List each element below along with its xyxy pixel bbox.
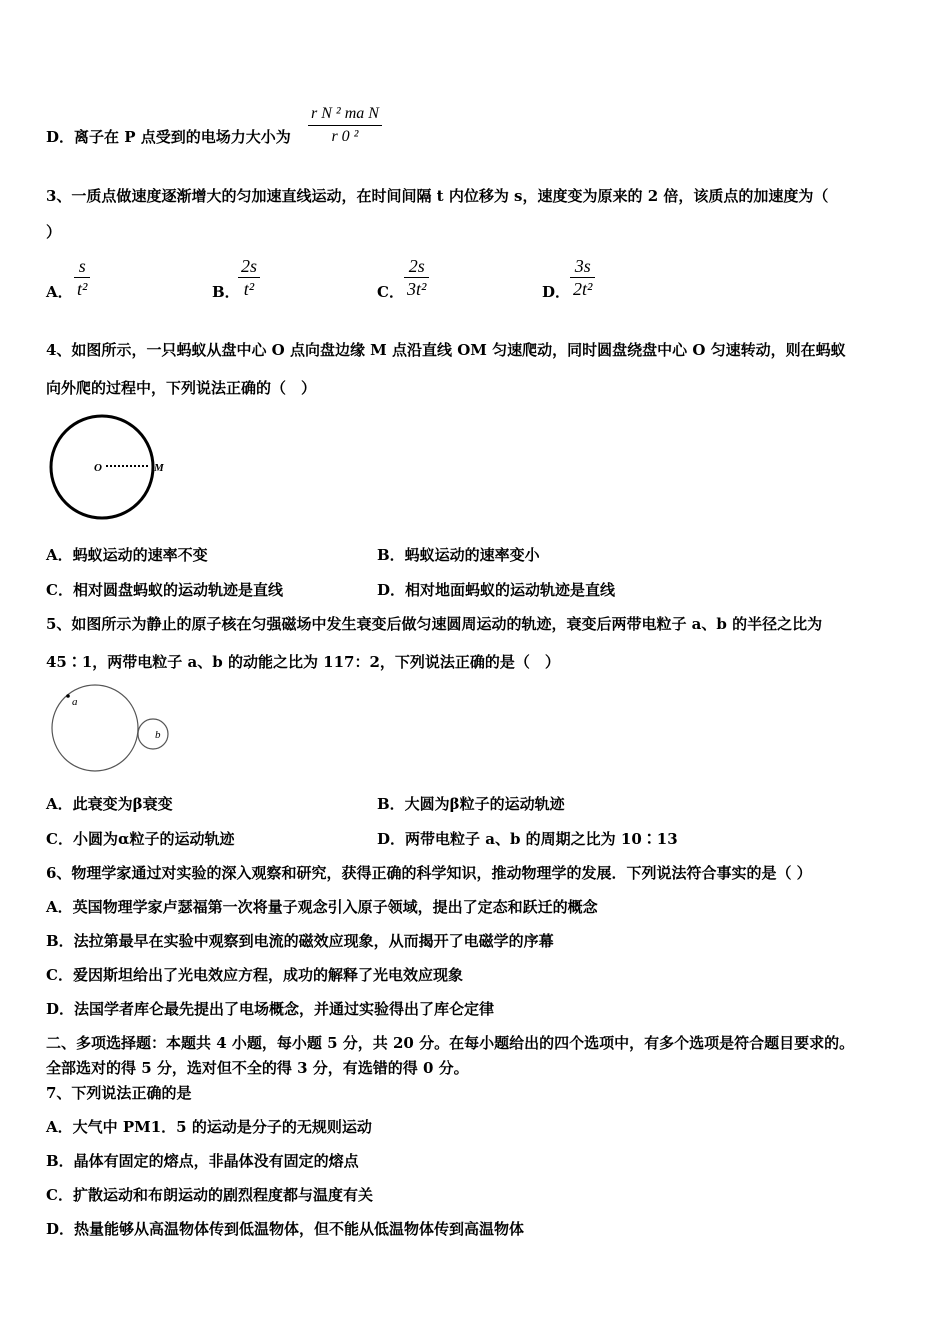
- fraction-numerator: 2s: [241, 256, 258, 276]
- large-orbit-circle: [52, 685, 138, 771]
- q5-orbit-figure: [46, 680, 176, 780]
- q2-option-d: D．离子在 P 点受到的电场力大小为: [46, 128, 291, 146]
- fraction-denominator: t²: [243, 279, 255, 299]
- fraction-numerator: r N ² ma N: [311, 105, 379, 122]
- q4-option-a: A．蚂蚁运动的速率不变: [46, 546, 208, 564]
- q3-option-d-fraction: [570, 255, 595, 300]
- q6-option-c: C．爱因斯坦给出了光电效应方程，成功的解释了光电效应现象: [46, 966, 463, 984]
- q5-option-b: B．大圆为β粒子的运动轨迹: [377, 795, 565, 813]
- q4-option-d: D．相对地面蚂蚁的运动轨迹是直线: [377, 581, 616, 599]
- q2-option-d-fraction: [308, 103, 382, 148]
- q3-stem-line1: 3、一质点做速度逐渐增大的匀加速直线运动，在时间间隔 t 内位移为 s，速度变为原来的 2 倍，该质点的加速度为（: [46, 187, 829, 205]
- q4-option-b: B．蚂蚁运动的速率变小: [377, 546, 540, 564]
- q3-option-b-fraction: [238, 255, 260, 300]
- fraction-denominator: r 0 ²: [331, 128, 359, 145]
- q3-option-c-label: C．: [377, 283, 404, 301]
- point-m-label: M: [154, 462, 164, 474]
- particle-a-label: a: [72, 696, 78, 708]
- q6-option-b: B．法拉第最早在实验中观察到电流的磁效应现象，从而揭开了电磁学的序幕: [46, 932, 554, 950]
- q6-stem: 6、物理学家通过对实验的深入观察和研究，获得正确的科学知识，推动物理学的发展．下列说法符合事实的是（ ）: [46, 864, 812, 882]
- q3-stem-line2: ）: [46, 223, 62, 241]
- q6-option-d: D．法国学者库仑最先提出了电场概念，并通过实验得出了库仑定律: [46, 1000, 495, 1018]
- q3-option-a-fraction: [74, 255, 90, 300]
- q5-option-d: D．两带电粒子 a、b 的周期之比为 10∶13: [377, 830, 678, 848]
- q5-stem-line2: 45∶1，两带电粒子 a、b 的动能之比为 117：2，下列说法正确的是（ ）: [46, 653, 560, 671]
- q3-option-d-label: D．: [542, 283, 571, 301]
- q7-option-d: D．热量能够从高温物体传到低温物体，但不能从低温物体传到高温物体: [46, 1220, 525, 1238]
- point-o-label: O: [94, 462, 102, 474]
- q4-disc-figure: [46, 412, 166, 522]
- fraction-denominator: 3t²: [407, 279, 427, 299]
- q4-option-c: C．相对圆盘蚂蚁的运动轨迹是直线: [46, 581, 283, 599]
- q4-stem-line2: 向外爬的过程中，下列说法正确的（ ）: [46, 379, 317, 397]
- q4-stem-line1: 4、如图所示，一只蚂蚁从盘中心 O 点向盘边缘 M 点沿直线 OM 匀速爬动，同时圆盘绕盘中心 O 匀速转动，则在蚂蚁: [46, 341, 846, 359]
- q7-option-a: A．大气中 PM1．5 的运动是分子的无规则运动: [46, 1118, 372, 1136]
- q7-option-b: B．晶体有固定的熔点，非晶体没有固定的熔点: [46, 1152, 359, 1170]
- small-orbit-circle: [138, 719, 168, 749]
- disc-circle: [51, 416, 153, 518]
- q5-stem-line1: 5、如图所示为静止的原子核在匀强磁场中发生衰变后做匀速圆周运动的轨迹，衰变后两带电粒子 a、b 的半径之比为: [46, 615, 823, 633]
- section2-heading-line1: 二、多项选择题：本题共 4 小题，每小题 5 分，共 20 分。在每小题给出的四个选项中，有多个选项是符合题目要求的。: [46, 1034, 855, 1052]
- section2-heading-line2: 全部选对的得 5 分，选对但不全的得 3 分，有选错的得 0 分。: [46, 1059, 469, 1077]
- q5-option-a: A．此衰变为β衰变: [46, 795, 173, 813]
- particle-b-label: b: [155, 729, 161, 741]
- q7-option-c: C．扩散运动和布朗运动的剧烈程度都与温度有关: [46, 1186, 373, 1204]
- q3-option-a-label: A．: [46, 283, 73, 301]
- particle-a-dot: [66, 694, 70, 698]
- q7-stem: 7、下列说法正确的是: [46, 1084, 192, 1102]
- fraction-numerator: 2s: [408, 256, 425, 276]
- fraction-denominator: t²: [77, 279, 88, 299]
- q3-option-c-fraction: [404, 255, 429, 300]
- q5-option-c: C．小圆为α粒子的运动轨迹: [46, 830, 235, 848]
- q6-option-a: A．英国物理学家卢瑟福第一次将量子观念引入原子领域，提出了定态和跃迁的概念: [46, 898, 598, 916]
- fraction-denominator: 2t²: [573, 279, 593, 299]
- fraction-numerator: 3s: [574, 256, 591, 276]
- fraction-numerator: s: [78, 256, 86, 276]
- q3-option-b-label: B．: [212, 283, 240, 301]
